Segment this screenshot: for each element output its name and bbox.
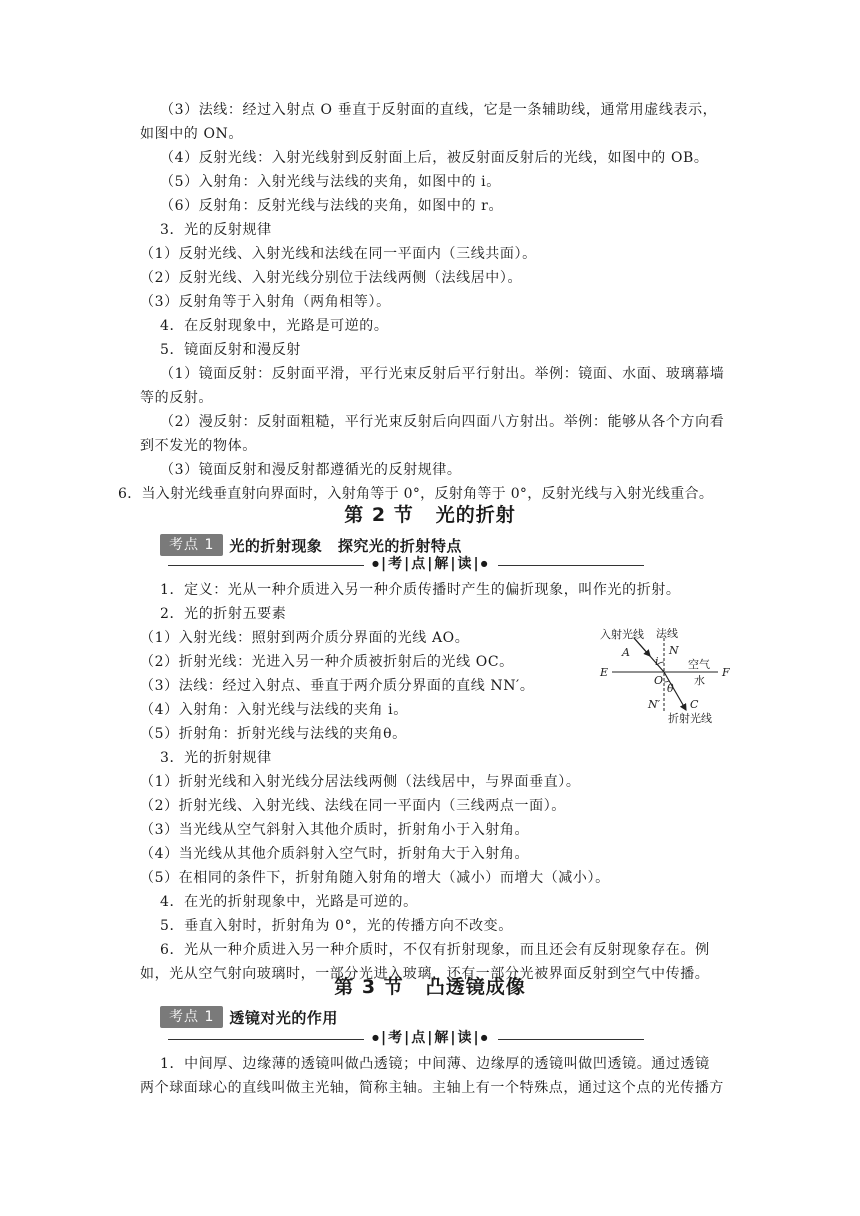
point-n-label: N	[669, 644, 679, 657]
text-line: （4）当光线从其他介质斜射入空气时，折射角大于入射角。	[140, 846, 530, 862]
refracted-ray-label: 折射光线	[668, 712, 712, 724]
text-line: 如，光从空气射向玻璃时，一部分光进入玻璃，还有一部分光被界面反射到空气中传播。	[140, 966, 710, 982]
text-line: 6．光从一种介质进入另一种介质时，不仅有折射现象，而且还会有反射现象存在。例	[160, 942, 710, 958]
water-label: 水	[694, 674, 705, 687]
incident-ray-label: 入射光线	[600, 628, 644, 641]
angle-theta-label: θ	[667, 682, 674, 695]
text-line: （2）折射光线：光进入另一种介质被折射后的光线 OC。	[140, 654, 514, 670]
text-line: （4）反射光线：入射光线射到反射面上后，被反射面反射后的光线，如图中的 OB。	[160, 150, 709, 166]
text-line: 3．光的反射规律	[160, 222, 272, 238]
text-line: （3）反射角等于入射角（两角相等）。	[140, 294, 391, 310]
point-a-label: A	[622, 646, 630, 659]
text-line: （3）镜面反射和漫反射都遵循光的反射规律。	[160, 462, 462, 478]
kaodian-title: 光的折射现象 探究光的折射特点	[229, 536, 462, 555]
text-line: （3）法线：经过入射点、垂直于两介质分界面的直线 NN′。	[140, 678, 535, 694]
normal-label: 法线	[656, 628, 678, 640]
text-line: 5．垂直入射时，折射角为 0°，光的传播方向不改变。	[160, 918, 513, 934]
point-f-label: F	[722, 666, 730, 679]
text-line: 1．定义：光从一种介质进入另一种介质传播时产生的偏折现象，叫作光的折射。	[160, 582, 681, 598]
text-line: （1）入射光线：照射到两介质分界面的光线 AO。	[140, 630, 470, 646]
point-e-label: E	[600, 666, 609, 679]
text-line: （1）反射光线、入射光线和法线在同一平面内（三线共面）。	[140, 246, 537, 262]
text-line: 4．在反射现象中，光路是可逆的。	[160, 318, 389, 334]
text-line: （4）入射角：入射光线与法线的夹角 i。	[140, 702, 408, 718]
text-line: （1）镜面反射：反射面平滑，平行光束反射后平行射出。举例：镜面、水面、玻璃幕墙	[160, 366, 725, 382]
kaodian-title: 透镜对光的作用	[229, 1008, 338, 1027]
text-line: 6．当入射光线垂直射向界面时，入射角等于 0°，反射角等于 0°，反射光线与入射光线重合。	[118, 486, 714, 502]
jiedu-divider	[168, 1030, 644, 1048]
text-line: （1）折射光线和入射光线分居法线两侧（法线居中，与界面垂直）。	[140, 774, 581, 790]
jiedu-divider	[168, 556, 644, 574]
angle-i-label: i	[655, 655, 659, 668]
text-line: 2．光的折射五要素	[160, 606, 287, 622]
text-line: （5）在相同的条件下，折射角随入射角的增大（减小）而增大（减小）。	[140, 870, 610, 886]
section-heading: 第 3 节 凸透镜成像	[334, 976, 526, 998]
text-line: 到不发光的物体。	[140, 438, 257, 454]
jiedu-label: ●|考|点|解|读|●	[364, 1030, 498, 1046]
point-c-label: C	[690, 698, 699, 711]
kaodian-header	[160, 534, 462, 556]
point-n-prime-label: N′	[648, 698, 661, 711]
kaodian-badge: 考点 1	[160, 534, 223, 556]
text-line: 等的反射。	[140, 390, 213, 406]
refraction-diagram	[598, 628, 738, 724]
kaodian-header	[160, 1006, 338, 1028]
text-line: （2）反射光线、入射光线分别位于法线两侧（法线居中）。	[140, 270, 523, 286]
text-line: （3）法线：经过入射点 O 垂直于反射面的直线，它是一条辅助线，通常用虚线表示，	[160, 102, 718, 118]
text-line: （3）当光线从空气斜射入其他介质时，折射角小于入射角。	[140, 822, 530, 838]
text-line: （5）入射角：入射光线与法线的夹角，如图中的 i。	[160, 174, 501, 190]
jiedu-label: ●|考|点|解|读|●	[364, 556, 498, 572]
text-line: 如图中的 ON。	[140, 126, 243, 142]
text-line: （6）反射角：反射光线与法线的夹角，如图中的 r。	[160, 198, 504, 214]
kaodian-badge: 考点 1	[160, 1006, 223, 1028]
section-heading: 第 2 节 光的折射	[344, 504, 516, 526]
text-line: 两个球面球心的直线叫做主光轴，简称主轴。主轴上有一个特殊点，通过这个点的光传播方	[140, 1080, 724, 1096]
text-line: （2）折射光线、入射光线、法线在同一平面内（三线两点一面）。	[140, 798, 566, 814]
text-line: 4．在光的折射现象中，光路是可逆的。	[160, 894, 418, 910]
text-line: （2）漫反射：反射面粗糙，平行光束反射后向四面八方射出。举例：能够从各个方向看	[160, 414, 725, 430]
air-label: 空气	[688, 658, 710, 671]
point-o-label: O	[654, 674, 664, 687]
text-line: 1．中间厚、边缘薄的透镜叫做凸透镜；中间薄、边缘厚的透镜叫做凹透镜。通过透镜	[160, 1056, 710, 1072]
text-line: 5．镜面反射和漫反射	[160, 342, 301, 358]
text-line: 3．光的折射规律	[160, 750, 272, 766]
text-line: （5）折射角：折射光线与法线的夹角θ。	[140, 726, 407, 742]
